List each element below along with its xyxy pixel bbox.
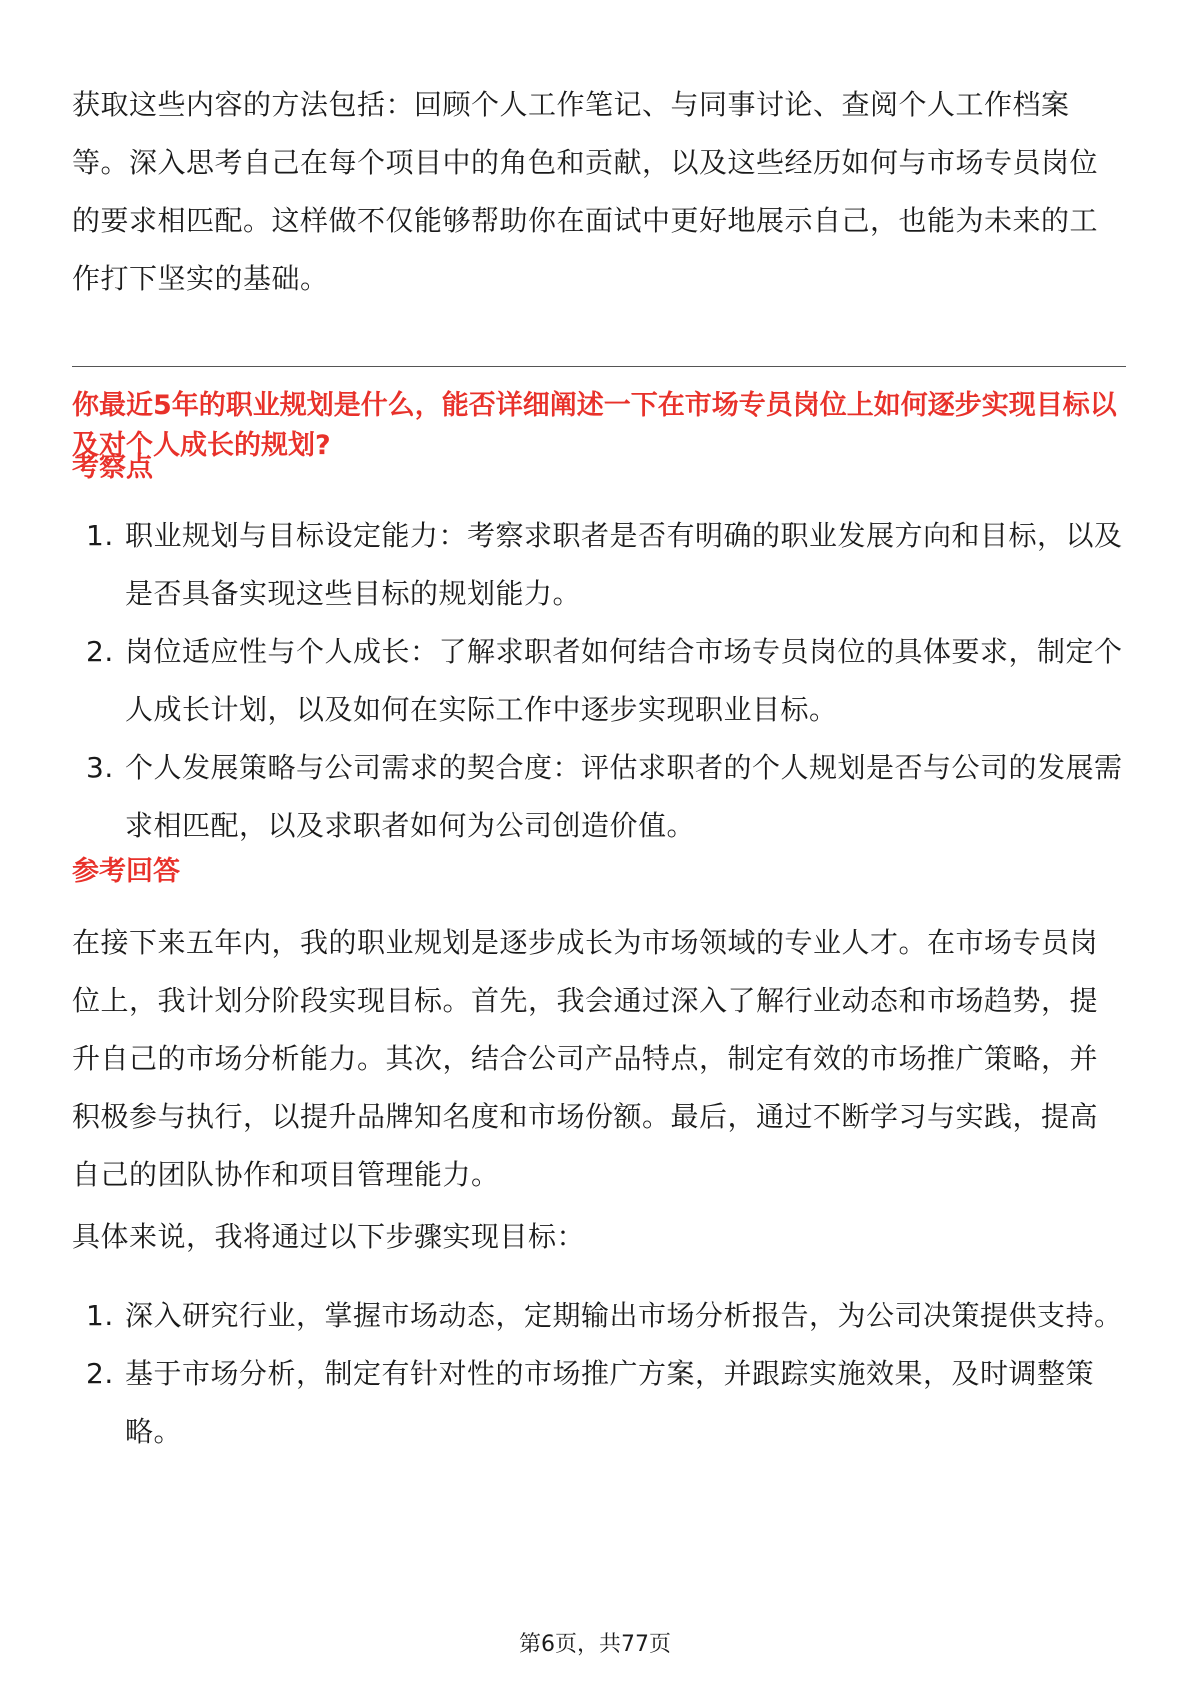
list-item-text: 职业规划与目标设定能力：考察求职者是否有明确的职业发展方向和目标，以及是否具备实现这些目标的规划能力。 <box>125 519 1123 610</box>
document-page <box>72 0 1126 1684</box>
steps-intro-paragraph: 具体来说，我将通过以下步骤实现目标： <box>72 1220 586 1253</box>
question-heading: 你最近5年的职业规划是什么，能否详细阐述一下在市场专员岗位上如何逐步实现目标以及对个人成长的规划? <box>72 390 1117 461</box>
page-footer: 第6页，共77页 <box>519 1632 671 1657</box>
list-item <box>72 1287 1126 1345</box>
list-item-number: 1. <box>86 1299 114 1332</box>
list-item <box>72 739 1126 855</box>
answer-heading: 参考回答 <box>72 856 180 887</box>
list-item-number: 3. <box>86 751 114 784</box>
list-item-text: 岗位适应性与个人成长：了解求职者如何结合市场专员岗位的具体要求，制定个人成长计划，以及如何在实际工作中逐步实现职业目标。 <box>125 635 1123 726</box>
list-item-text: 个人发展策略与公司需求的契合度：评估求职者的个人规划是否与公司的发展需求相匹配，以及求职者如何为公司创造价值。 <box>125 751 1123 842</box>
list-item-number: 2. <box>86 635 114 668</box>
list-item-text: 深入研究行业，掌握市场动态，定期输出市场分析报告，为公司决策提供支持。 <box>125 1299 1123 1332</box>
list-item <box>72 507 1126 623</box>
answer-paragraph: 在接下来五年内，我的职业规划是逐步成长为市场领域的专业人才。在市场专员岗位上，我计划分阶段实现目标。首先，我会通过深入了解行业动态和市场趋势，提升自己的市场分析能力。其次，结合公司产品特点，制定有效的市场推广策略，并积极参与执行，以提升品牌知名度和市场份额。最后，通过不断学习与实践，提高自己的团队协作和项目管理能力。 <box>72 926 1099 1191</box>
section-divider <box>72 366 1126 367</box>
list-item-number: 2. <box>86 1357 114 1390</box>
list-item-number: 1. <box>86 519 114 552</box>
list-item <box>72 1345 1126 1461</box>
list-item <box>72 623 1126 739</box>
steps-list <box>72 1287 1126 1461</box>
intro-paragraph: 获取这些内容的方法包括：回顾个人工作笔记、与同事讨论、查阅个人工作档案等。深入思考自己在每个项目中的角色和贡献，以及这些经历如何与市场专员岗位的要求相匹配。这样做不仅能够帮助你在面试中更好地展示自己，也能为未来的工作打下坚实的基础。 <box>72 88 1099 295</box>
assessment-heading: 考察点 <box>72 452 153 483</box>
list-item-text: 基于市场分析，制定有针对性的市场推广方案，并跟踪实施效果，及时调整策略。 <box>125 1357 1095 1448</box>
assessment-list <box>72 507 1126 855</box>
